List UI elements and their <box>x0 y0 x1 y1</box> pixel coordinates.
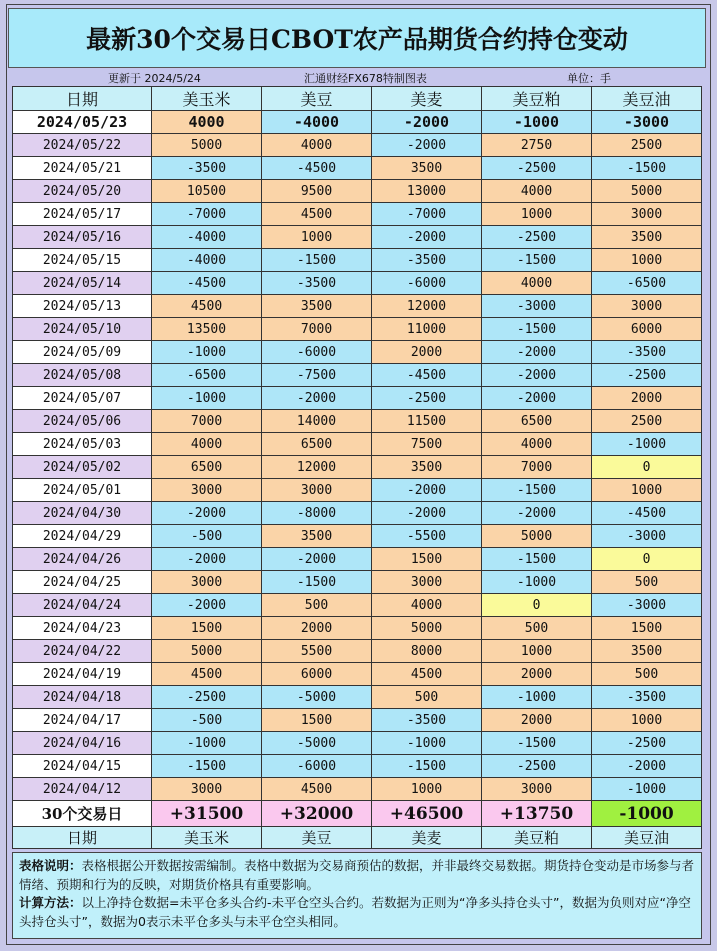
cell-soyoil: 5000 <box>592 180 702 203</box>
cell-wheat: 3500 <box>372 157 482 180</box>
table-row <box>13 502 702 525</box>
cell-wheat: 2000 <box>372 341 482 364</box>
table-row <box>13 755 702 778</box>
cell-soybean: 6500 <box>262 433 372 456</box>
cell-wheat: 4500 <box>372 663 482 686</box>
cell-wheat: -1000 <box>372 732 482 755</box>
row-date: 2024/05/21 <box>13 157 152 180</box>
cell-soyoil: 1500 <box>592 617 702 640</box>
footer-date: 日期 <box>13 827 152 849</box>
header-soyoil: 美豆油 <box>592 87 702 111</box>
cell-soyoil: -2500 <box>592 364 702 387</box>
page-title: 最新30个交易日CBOT农产品期货合约持仓变动 <box>86 25 628 54</box>
cell-corn: 1500 <box>152 617 262 640</box>
row-date: 2024/05/23 <box>13 111 152 134</box>
cell-soyoil: 1000 <box>592 479 702 502</box>
cell-soybean: 14000 <box>262 410 372 433</box>
cell-wheat: -7000 <box>372 203 482 226</box>
cell-soybean: 9500 <box>262 180 372 203</box>
row-date: 2024/05/06 <box>13 410 152 433</box>
cell-corn: -4000 <box>152 249 262 272</box>
cell-corn: 4000 <box>152 433 262 456</box>
cell-soyoil: -4500 <box>592 502 702 525</box>
row-date: 2024/05/14 <box>13 272 152 295</box>
cell-soymeal: -2000 <box>482 341 592 364</box>
cell-wheat: -2000 <box>372 479 482 502</box>
row-date: 2024/04/15 <box>13 755 152 778</box>
cell-soyoil: 3500 <box>592 226 702 249</box>
cell-wheat: 11500 <box>372 410 482 433</box>
cell-corn: -500 <box>152 525 262 548</box>
cell-soyoil: 2500 <box>592 134 702 157</box>
cell-soybean: 6000 <box>262 663 372 686</box>
cell-corn: -4500 <box>152 272 262 295</box>
cell-corn: -1000 <box>152 341 262 364</box>
total-soymeal: +13750 <box>482 801 592 827</box>
table-row <box>13 226 702 249</box>
table-row <box>13 318 702 341</box>
row-date: 2024/05/17 <box>13 203 152 226</box>
cell-soymeal: -1500 <box>482 318 592 341</box>
cell-soymeal: -1500 <box>482 548 592 571</box>
cell-soymeal: 7000 <box>482 456 592 479</box>
title-bar <box>8 8 706 68</box>
table-row <box>13 134 702 157</box>
cell-soybean: 500 <box>262 594 372 617</box>
cell-soymeal: 0 <box>482 594 592 617</box>
cell-soyoil: -3000 <box>592 594 702 617</box>
cell-soyoil: -1000 <box>592 433 702 456</box>
cell-soymeal: -2000 <box>482 502 592 525</box>
table-row <box>13 663 702 686</box>
cell-soybean: 3500 <box>262 525 372 548</box>
cell-soybean: -2000 <box>262 548 372 571</box>
table-row <box>13 111 702 134</box>
cell-soyoil: 0 <box>592 548 702 571</box>
total-corn: +31500 <box>152 801 262 827</box>
row-date: 2024/04/30 <box>13 502 152 525</box>
cell-wheat: 13000 <box>372 180 482 203</box>
cell-corn: -6500 <box>152 364 262 387</box>
cell-soybean: 4500 <box>262 203 372 226</box>
cell-soyoil: 6000 <box>592 318 702 341</box>
updated-date: 更新于 2024/5/24 <box>108 72 201 85</box>
row-date: 2024/05/13 <box>13 295 152 318</box>
cell-soymeal: -1000 <box>482 571 592 594</box>
cell-soybean: 2000 <box>262 617 372 640</box>
cell-corn: 10500 <box>152 180 262 203</box>
total-soyoil: -1000 <box>592 801 702 827</box>
table-row <box>13 249 702 272</box>
cell-soymeal: -1500 <box>482 732 592 755</box>
cell-soymeal: -1000 <box>482 111 592 134</box>
cell-wheat: -2500 <box>372 387 482 410</box>
cell-soybean: -4000 <box>262 111 372 134</box>
header-date: 日期 <box>13 87 152 111</box>
cell-soybean: 7000 <box>262 318 372 341</box>
footer-header-row <box>13 827 702 849</box>
cell-wheat: -2000 <box>372 502 482 525</box>
cell-wheat: 500 <box>372 686 482 709</box>
cell-soymeal: 1000 <box>482 203 592 226</box>
cell-soymeal: -1500 <box>482 479 592 502</box>
cell-corn: -2500 <box>152 686 262 709</box>
table-row <box>13 433 702 456</box>
cell-corn: -1500 <box>152 755 262 778</box>
row-date: 2024/05/07 <box>13 387 152 410</box>
table-row <box>13 709 702 732</box>
cell-soyoil: -6500 <box>592 272 702 295</box>
table-row <box>13 180 702 203</box>
table-row <box>13 203 702 226</box>
source-label: 汇通财经FX678特制图表 <box>304 72 427 85</box>
cell-soyoil: 500 <box>592 663 702 686</box>
row-date: 2024/05/16 <box>13 226 152 249</box>
notes-desc-text: 表格根据公开数据按需编制。表格中数据为交易商预估的数据，并非最终交易数据。期货持仓变动是市场参与者情绪、预期和行为的反映，对期货价格具有重要影响。 <box>19 858 695 892</box>
cell-wheat: 5000 <box>372 617 482 640</box>
cell-wheat: 1000 <box>372 778 482 801</box>
cell-soybean: -3500 <box>262 272 372 295</box>
cell-soymeal: 5000 <box>482 525 592 548</box>
table-row <box>13 571 702 594</box>
cell-soybean: 1000 <box>262 226 372 249</box>
cell-corn: 7000 <box>152 410 262 433</box>
table-row <box>13 157 702 180</box>
cell-soymeal: 3000 <box>482 778 592 801</box>
totals-row <box>13 801 702 827</box>
cell-soybean: -1500 <box>262 571 372 594</box>
footer-soymeal: 美豆粕 <box>482 827 592 849</box>
row-date: 2024/04/25 <box>13 571 152 594</box>
footer-soybean: 美豆 <box>262 827 372 849</box>
cell-soymeal: 4000 <box>482 433 592 456</box>
header-corn: 美玉米 <box>152 87 262 111</box>
cell-soyoil: 3500 <box>592 640 702 663</box>
cell-wheat: -2000 <box>372 226 482 249</box>
cell-soymeal: -2500 <box>482 226 592 249</box>
cell-soybean: -6000 <box>262 755 372 778</box>
header-row <box>13 87 702 111</box>
header-soybean: 美豆 <box>262 87 372 111</box>
position-table <box>12 86 702 849</box>
cell-soymeal: -3000 <box>482 295 592 318</box>
cell-corn: 6500 <box>152 456 262 479</box>
cell-soyoil: 1000 <box>592 709 702 732</box>
cell-corn: 4500 <box>152 663 262 686</box>
meta-line <box>12 69 702 86</box>
cell-soybean: -6000 <box>262 341 372 364</box>
cell-soybean: -2000 <box>262 387 372 410</box>
cell-soyoil: 2000 <box>592 387 702 410</box>
cell-soybean: 3500 <box>262 295 372 318</box>
row-date: 2024/05/20 <box>13 180 152 203</box>
row-date: 2024/05/22 <box>13 134 152 157</box>
row-date: 2024/04/23 <box>13 617 152 640</box>
table-row <box>13 295 702 318</box>
cell-corn: 5000 <box>152 640 262 663</box>
notes-description <box>19 857 695 894</box>
cell-soymeal: -1500 <box>482 249 592 272</box>
cell-soybean: 1500 <box>262 709 372 732</box>
cell-soybean: -1500 <box>262 249 372 272</box>
cell-corn: -2000 <box>152 594 262 617</box>
notes-calc-label: 计算方法： <box>19 895 82 910</box>
cell-corn: 4000 <box>152 111 262 134</box>
cell-corn: 13500 <box>152 318 262 341</box>
table-row <box>13 548 702 571</box>
cell-corn: 4500 <box>152 295 262 318</box>
cell-soyoil: -3500 <box>592 341 702 364</box>
row-date: 2024/05/09 <box>13 341 152 364</box>
footer-corn: 美玉米 <box>152 827 262 849</box>
cell-corn: 3000 <box>152 571 262 594</box>
table-row <box>13 732 702 755</box>
notes-calc-text: 以上净持仓数据=未平仓多头合约-未平仓空头合约。若数据为正则为“净多头持仓头寸”，数据为负则对应“净空头持仓头寸”，数据为0表示未平仓多头与未平仓空头相同。 <box>19 895 691 929</box>
cell-soybean: -7500 <box>262 364 372 387</box>
row-date: 2024/05/10 <box>13 318 152 341</box>
row-date: 2024/05/01 <box>13 479 152 502</box>
cell-corn: -7000 <box>152 203 262 226</box>
footer-wheat: 美麦 <box>372 827 482 849</box>
row-date: 2024/04/22 <box>13 640 152 663</box>
cell-wheat: 7500 <box>372 433 482 456</box>
cell-soyoil: -2500 <box>592 732 702 755</box>
cell-soymeal: 2000 <box>482 709 592 732</box>
cell-wheat: 8000 <box>372 640 482 663</box>
row-date: 2024/05/08 <box>13 364 152 387</box>
cell-corn: -1000 <box>152 732 262 755</box>
cell-soyoil: 0 <box>592 456 702 479</box>
cell-soymeal: 500 <box>482 617 592 640</box>
row-date: 2024/04/26 <box>13 548 152 571</box>
cell-soymeal: -1000 <box>482 686 592 709</box>
total-wheat: +46500 <box>372 801 482 827</box>
cell-soymeal: 2000 <box>482 663 592 686</box>
cell-soymeal: -2500 <box>482 755 592 778</box>
cell-soyoil: 3000 <box>592 203 702 226</box>
cell-wheat: 4000 <box>372 594 482 617</box>
cell-soybean: -5000 <box>262 686 372 709</box>
table-row <box>13 686 702 709</box>
row-date: 2024/05/03 <box>13 433 152 456</box>
row-date: 2024/04/17 <box>13 709 152 732</box>
table-row <box>13 272 702 295</box>
cell-soymeal: 2750 <box>482 134 592 157</box>
cell-soyoil: -3000 <box>592 111 702 134</box>
cell-wheat: -2000 <box>372 134 482 157</box>
cell-corn: 3000 <box>152 479 262 502</box>
cell-soymeal: 4000 <box>482 180 592 203</box>
row-date: 2024/05/02 <box>13 456 152 479</box>
cell-wheat: 3500 <box>372 456 482 479</box>
totals-label: 30个交易日 <box>13 801 152 827</box>
cell-soyoil: -1000 <box>592 778 702 801</box>
cell-soybean: -4500 <box>262 157 372 180</box>
table-row <box>13 387 702 410</box>
cell-soybean: -8000 <box>262 502 372 525</box>
cell-soyoil: 1000 <box>592 249 702 272</box>
cell-wheat: -2000 <box>372 111 482 134</box>
notes-panel <box>12 852 702 939</box>
cell-soybean: 4500 <box>262 778 372 801</box>
cell-corn: -4000 <box>152 226 262 249</box>
table-row <box>13 364 702 387</box>
cell-corn: -1000 <box>152 387 262 410</box>
cell-soymeal: 6500 <box>482 410 592 433</box>
row-date: 2024/04/29 <box>13 525 152 548</box>
cell-soybean: 3000 <box>262 479 372 502</box>
cell-wheat: -6000 <box>372 272 482 295</box>
cell-wheat: -5500 <box>372 525 482 548</box>
row-date: 2024/04/19 <box>13 663 152 686</box>
cell-soyoil: 500 <box>592 571 702 594</box>
table-row <box>13 617 702 640</box>
cell-corn: -500 <box>152 709 262 732</box>
header-wheat: 美麦 <box>372 87 482 111</box>
cell-soyoil: 2500 <box>592 410 702 433</box>
cell-wheat: 11000 <box>372 318 482 341</box>
cell-soybean: 4000 <box>262 134 372 157</box>
table-row <box>13 640 702 663</box>
table-row <box>13 525 702 548</box>
cell-soybean: 12000 <box>262 456 372 479</box>
table-row <box>13 479 702 502</box>
cell-corn: 3000 <box>152 778 262 801</box>
cell-corn: 5000 <box>152 134 262 157</box>
cell-soyoil: -3000 <box>592 525 702 548</box>
cell-wheat: -4500 <box>372 364 482 387</box>
total-soybean: +32000 <box>262 801 372 827</box>
cell-wheat: -3500 <box>372 249 482 272</box>
table-row <box>13 778 702 801</box>
cell-soymeal: 4000 <box>482 272 592 295</box>
notes-desc-label: 表格说明： <box>19 858 82 873</box>
table-row <box>13 456 702 479</box>
cell-wheat: 3000 <box>372 571 482 594</box>
cell-soyoil: 3000 <box>592 295 702 318</box>
header-soymeal: 美豆粕 <box>482 87 592 111</box>
row-date: 2024/04/18 <box>13 686 152 709</box>
cell-corn: -2000 <box>152 548 262 571</box>
cell-soymeal: -2500 <box>482 157 592 180</box>
table-row <box>13 410 702 433</box>
footer-soyoil: 美豆油 <box>592 827 702 849</box>
cell-soybean: 5500 <box>262 640 372 663</box>
cell-wheat: -1500 <box>372 755 482 778</box>
cell-soyoil: -3500 <box>592 686 702 709</box>
unit-label: 单位：手 <box>567 72 611 85</box>
cell-soyoil: -1500 <box>592 157 702 180</box>
row-date: 2024/05/15 <box>13 249 152 272</box>
table-row <box>13 341 702 364</box>
cell-soyoil: -2000 <box>592 755 702 778</box>
cell-wheat: 1500 <box>372 548 482 571</box>
cell-corn: -3500 <box>152 157 262 180</box>
row-date: 2024/04/24 <box>13 594 152 617</box>
cell-soymeal: -2000 <box>482 364 592 387</box>
cell-corn: -2000 <box>152 502 262 525</box>
row-date: 2024/04/12 <box>13 778 152 801</box>
row-date: 2024/04/16 <box>13 732 152 755</box>
table-body <box>13 111 702 801</box>
cell-soybean: -5000 <box>262 732 372 755</box>
cell-soymeal: -2000 <box>482 387 592 410</box>
cell-wheat: -3500 <box>372 709 482 732</box>
cell-soymeal: 1000 <box>482 640 592 663</box>
cell-wheat: 12000 <box>372 295 482 318</box>
notes-method <box>19 894 695 931</box>
table-row <box>13 594 702 617</box>
